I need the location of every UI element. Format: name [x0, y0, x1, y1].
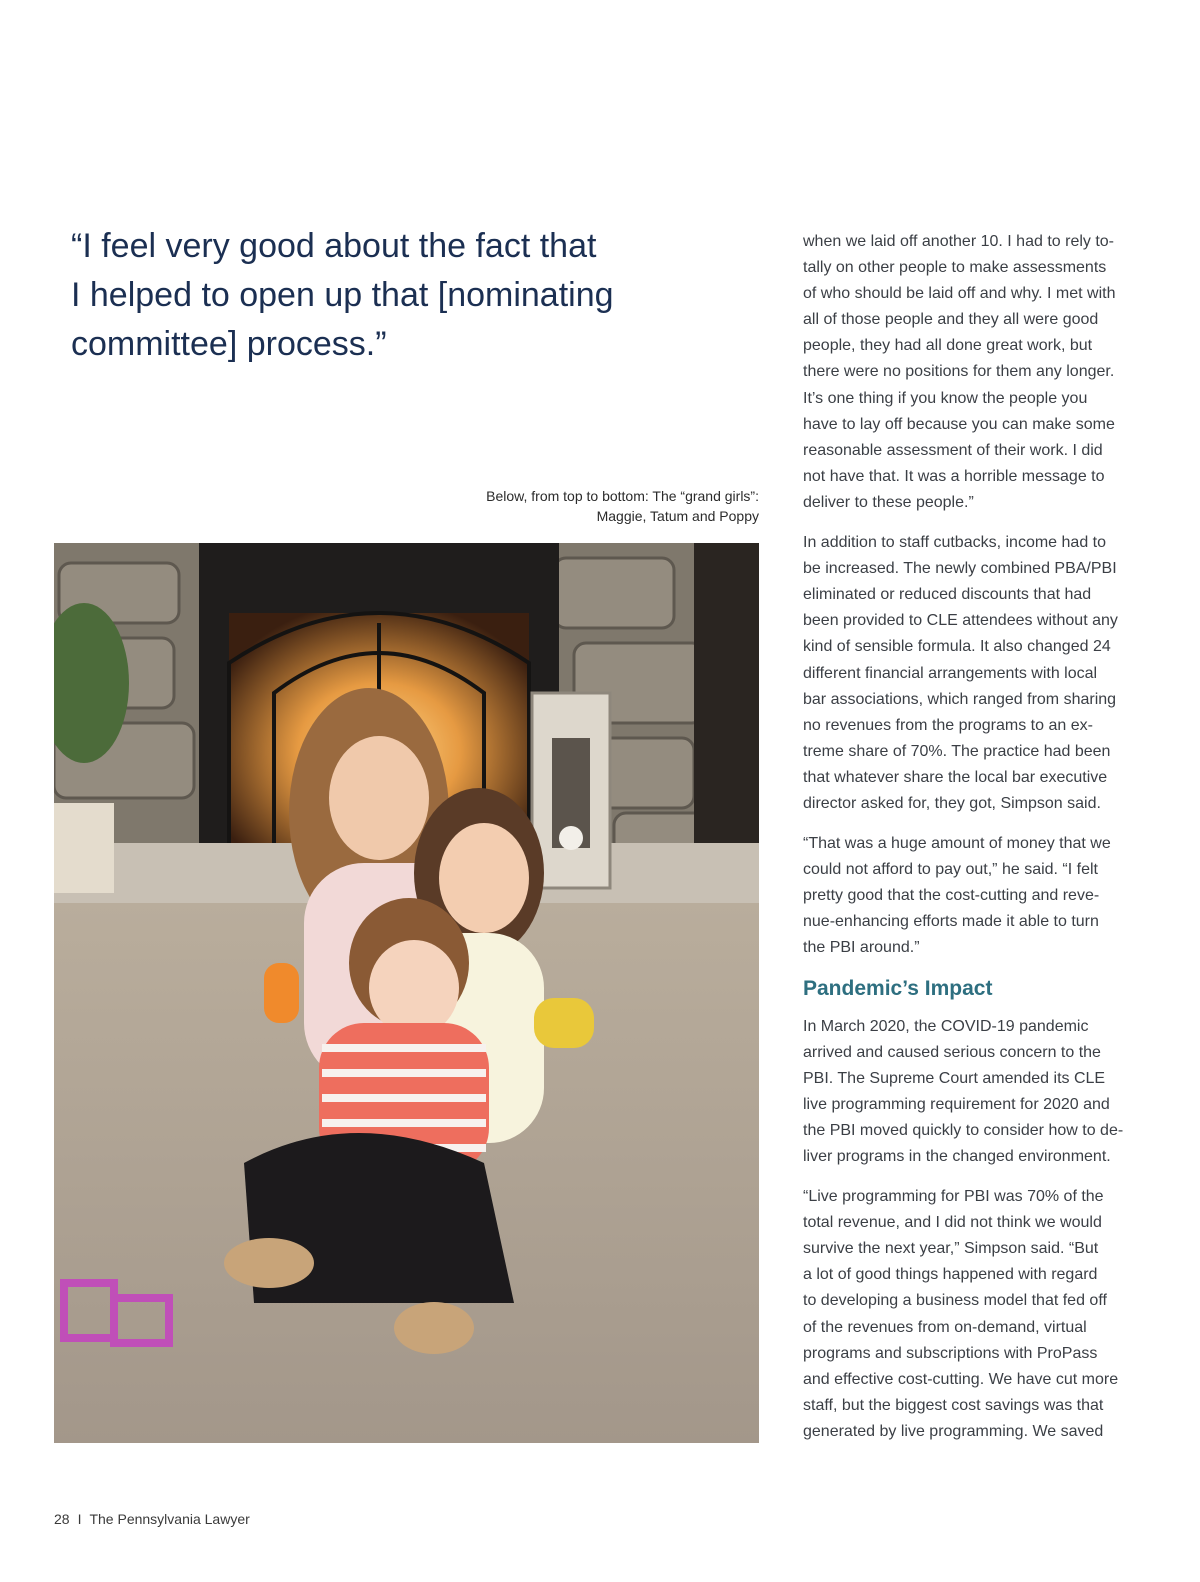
article-column: [803, 229, 1139, 1459]
paragraph-1: when we laid off another 10. I had to rely to- tally on other people to make assessments of who should be laid off and why. I met with all of those people and they all were good people, they had all done great work, but there were no positions for them any longer. It’s one thing if you know the people you have to lay off because you can make some reasonable assessment of their work. I did not have that. It was a horrible message to deliver to these people.”: [803, 233, 1116, 511]
paragraph-5: “Live programming for PBI was 70% of the total revenue, and I did not think we would survive the next year,” Simpson said. “But a lot of good things happened with regard to developing a business model that fed off of the revenues from on-demand, virtual programs and subscriptions with ProPass and effective cost-cutting. We have cut more staff, but the biggest cost savings was that generated by live programming. We saved: [803, 1188, 1119, 1440]
photo-caption: [400, 486, 759, 526]
paragraph-2: In addition to staff cutbacks, income had to be increased. The newly combined PBA/PBI eliminated or reduced discounts that had been provided to CLE attendees without any kind of sensible formula. It also changed 24 different financial arrangements with local bar associations, which ranged from sharing no revenues from the programs to an ex- treme share of 70%. The practice had been that whatever share the local bar executive director asked for, they got, Simpson said.: [803, 534, 1118, 812]
section-heading: Pandemic’s Impact: [803, 976, 993, 1000]
caption-line-2: Maggie, Tatum and Poppy: [596, 508, 759, 524]
page-number: 28: [54, 1511, 70, 1527]
paragraph-3: “That was a huge amount of money that we could not afford to pay out,” he said. “I felt pretty good that the cost-cutting and reve- nue-enhancing efforts made it able to turn the PBI around.”: [803, 835, 1111, 957]
publication-name: The Pennsylvania Lawyer: [89, 1511, 250, 1527]
pull-quote: “I feel very good about the fact that I helped to open up that [nominating committee] process.”: [71, 227, 614, 363]
caption-line-1: Below, from top to bottom: The “grand girls”:: [486, 488, 759, 504]
footer-separator: I: [77, 1511, 82, 1527]
page-footer: [54, 1511, 250, 1527]
photo-grand-girls: [54, 543, 759, 1443]
paragraph-4: In March 2020, the COVID-19 pandemic arrived and caused serious concern to the PBI. The Supreme Court amended its CLE live programming requirement for 2020 and the PBI moved quickly to consider how to de- liver programs in the changed environment.: [803, 1017, 1124, 1165]
